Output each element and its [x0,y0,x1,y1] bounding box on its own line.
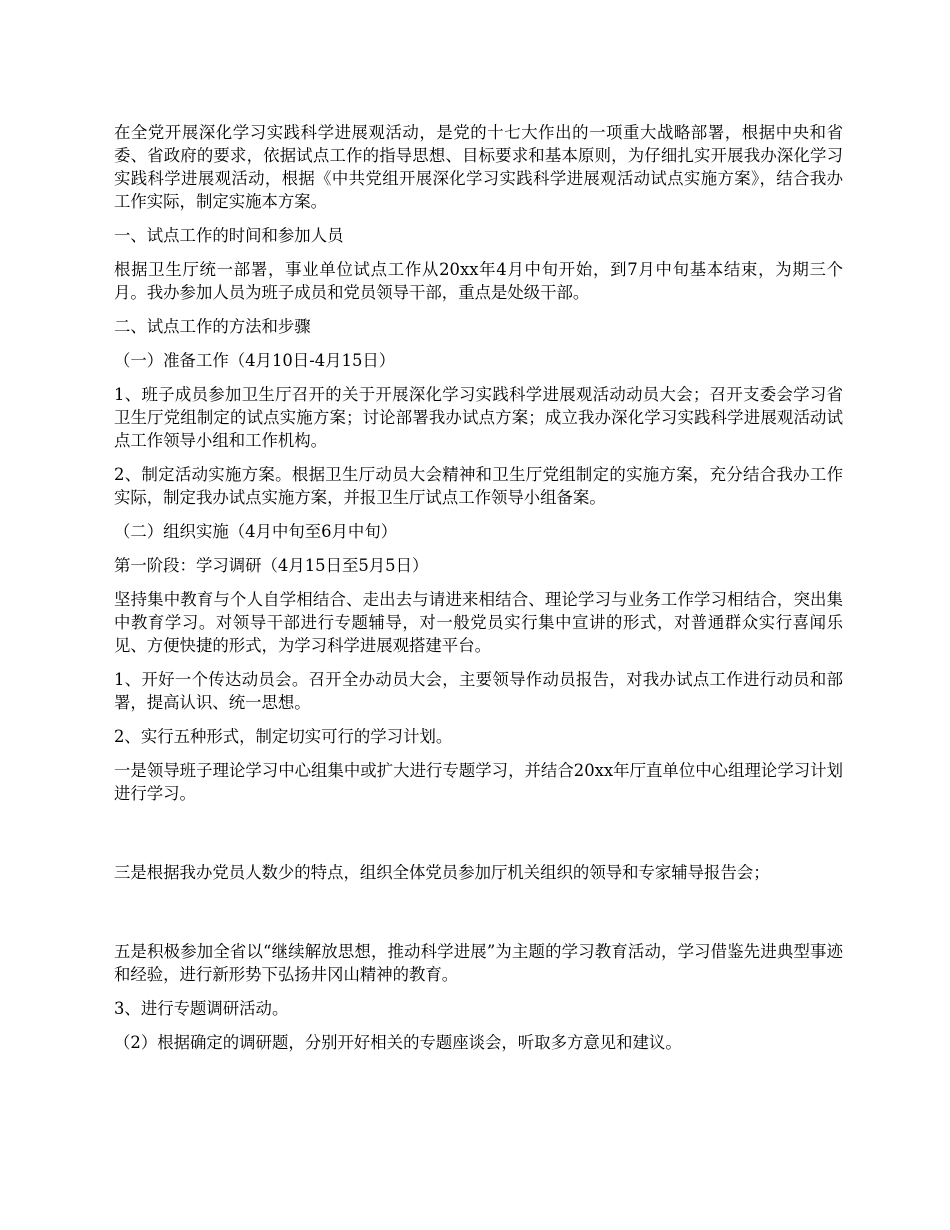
preparation-item-2: 2、制定活动实施方案。根据卫生厅动员大会精神和卫生厅党组制定的实施方案，充分结合我办工作实际，制定我办试点实施方案，并报卫生厅试点工作领导小组备案。 [114,465,843,507]
subsection-heading-implementation: （二）组织实施（4月中旬至6月中旬） [114,522,398,541]
study-form-five: 五是积极参加全省以“继续解放思想，推动科学进展”为主题的学习教育活动，学习借鉴先进典型事迹和经验，进行新形势下弘扬井冈山精神的教育。 [114,942,843,984]
section-heading-methods-and-steps: 二、试点工作的方法和步骤 [114,317,311,336]
preparation-item-1: 1、班子成员参加卫生厅召开的关于开展深化学习实践科学进展观活动动员大会；召开支委会学习省卫生厅党组制定的试点实施方案；讨论部署我办试点方案；成立我办深化学习实践科学进展观活动试点工作领导小组和工作机构。 [114,385,843,450]
subsection-heading-preparation: （一）准备工作（4月10日-4月15日） [114,351,396,370]
phase-one-paragraph: 坚持集中教育与个人自学相结合、走出去与请进来相结合、理论学习与业务工作学习相结合，突出集中教育学习。对领导干部进行专题辅导，对一般党员实行集中宣讲的形式，对普通群众实行喜闻乐见、方便快捷的形式，为学习科学进展观搭建平台。 [114,590,843,655]
blank-gap [114,816,843,861]
phase-one-item-2: 2、实行五种形式，制定切实可行的学习计划。 [114,727,453,746]
intro-paragraph: 在全党开展深化学习实践科学进展观活动，是党的十七大作出的一项重大战略部署，根据中央和省委、省政府的要求，依据试点工作的指导思想、目标要求和基本原则，为仔细扎实开展我办深化学习实践科学进展观活动，根据《中共党组开展深化学习实践科学进展观活动试点实施方案》，结合我办工作实际，制定实施本方案。 [114,123,843,211]
phase-one-item-1: 1、开好一个传达动员会。召开全办动员大会，主要领导作动员报告，对我办试点工作进行动员和部署，提高认识、统一思想。 [114,670,843,712]
research-item-2: （2）根据确定的调研题，分别开好相关的专题座谈会，听取多方意见和建议。 [114,1033,682,1052]
phase-one-heading: 第一阶段：学习调研（4月15日至5月5日） [114,556,429,575]
section-heading-time-and-participants: 一、试点工作的时间和参加人员 [114,226,344,245]
phase-one-item-3: 3、进行专题调研活动。 [114,999,289,1018]
study-form-three: 三是根据我办党员人数少的特点，组织全体党员参加厅机关组织的领导和专家辅导报告会； [114,863,770,882]
study-form-one: 一是领导班子理论学习中心组集中或扩大进行专题学习，并结合20xx年厅直单位中心组理论学习计划进行学习。 [114,761,843,803]
time-and-participants-paragraph: 根据卫生厅统一部署，事业单位试点工作从20xx年4月中旬开始，到7月中旬基本结束，为期三个月。我办参加人员为班子成员和党员领导干部，重点是处级干部。 [114,260,843,302]
blank-gap [114,895,843,940]
